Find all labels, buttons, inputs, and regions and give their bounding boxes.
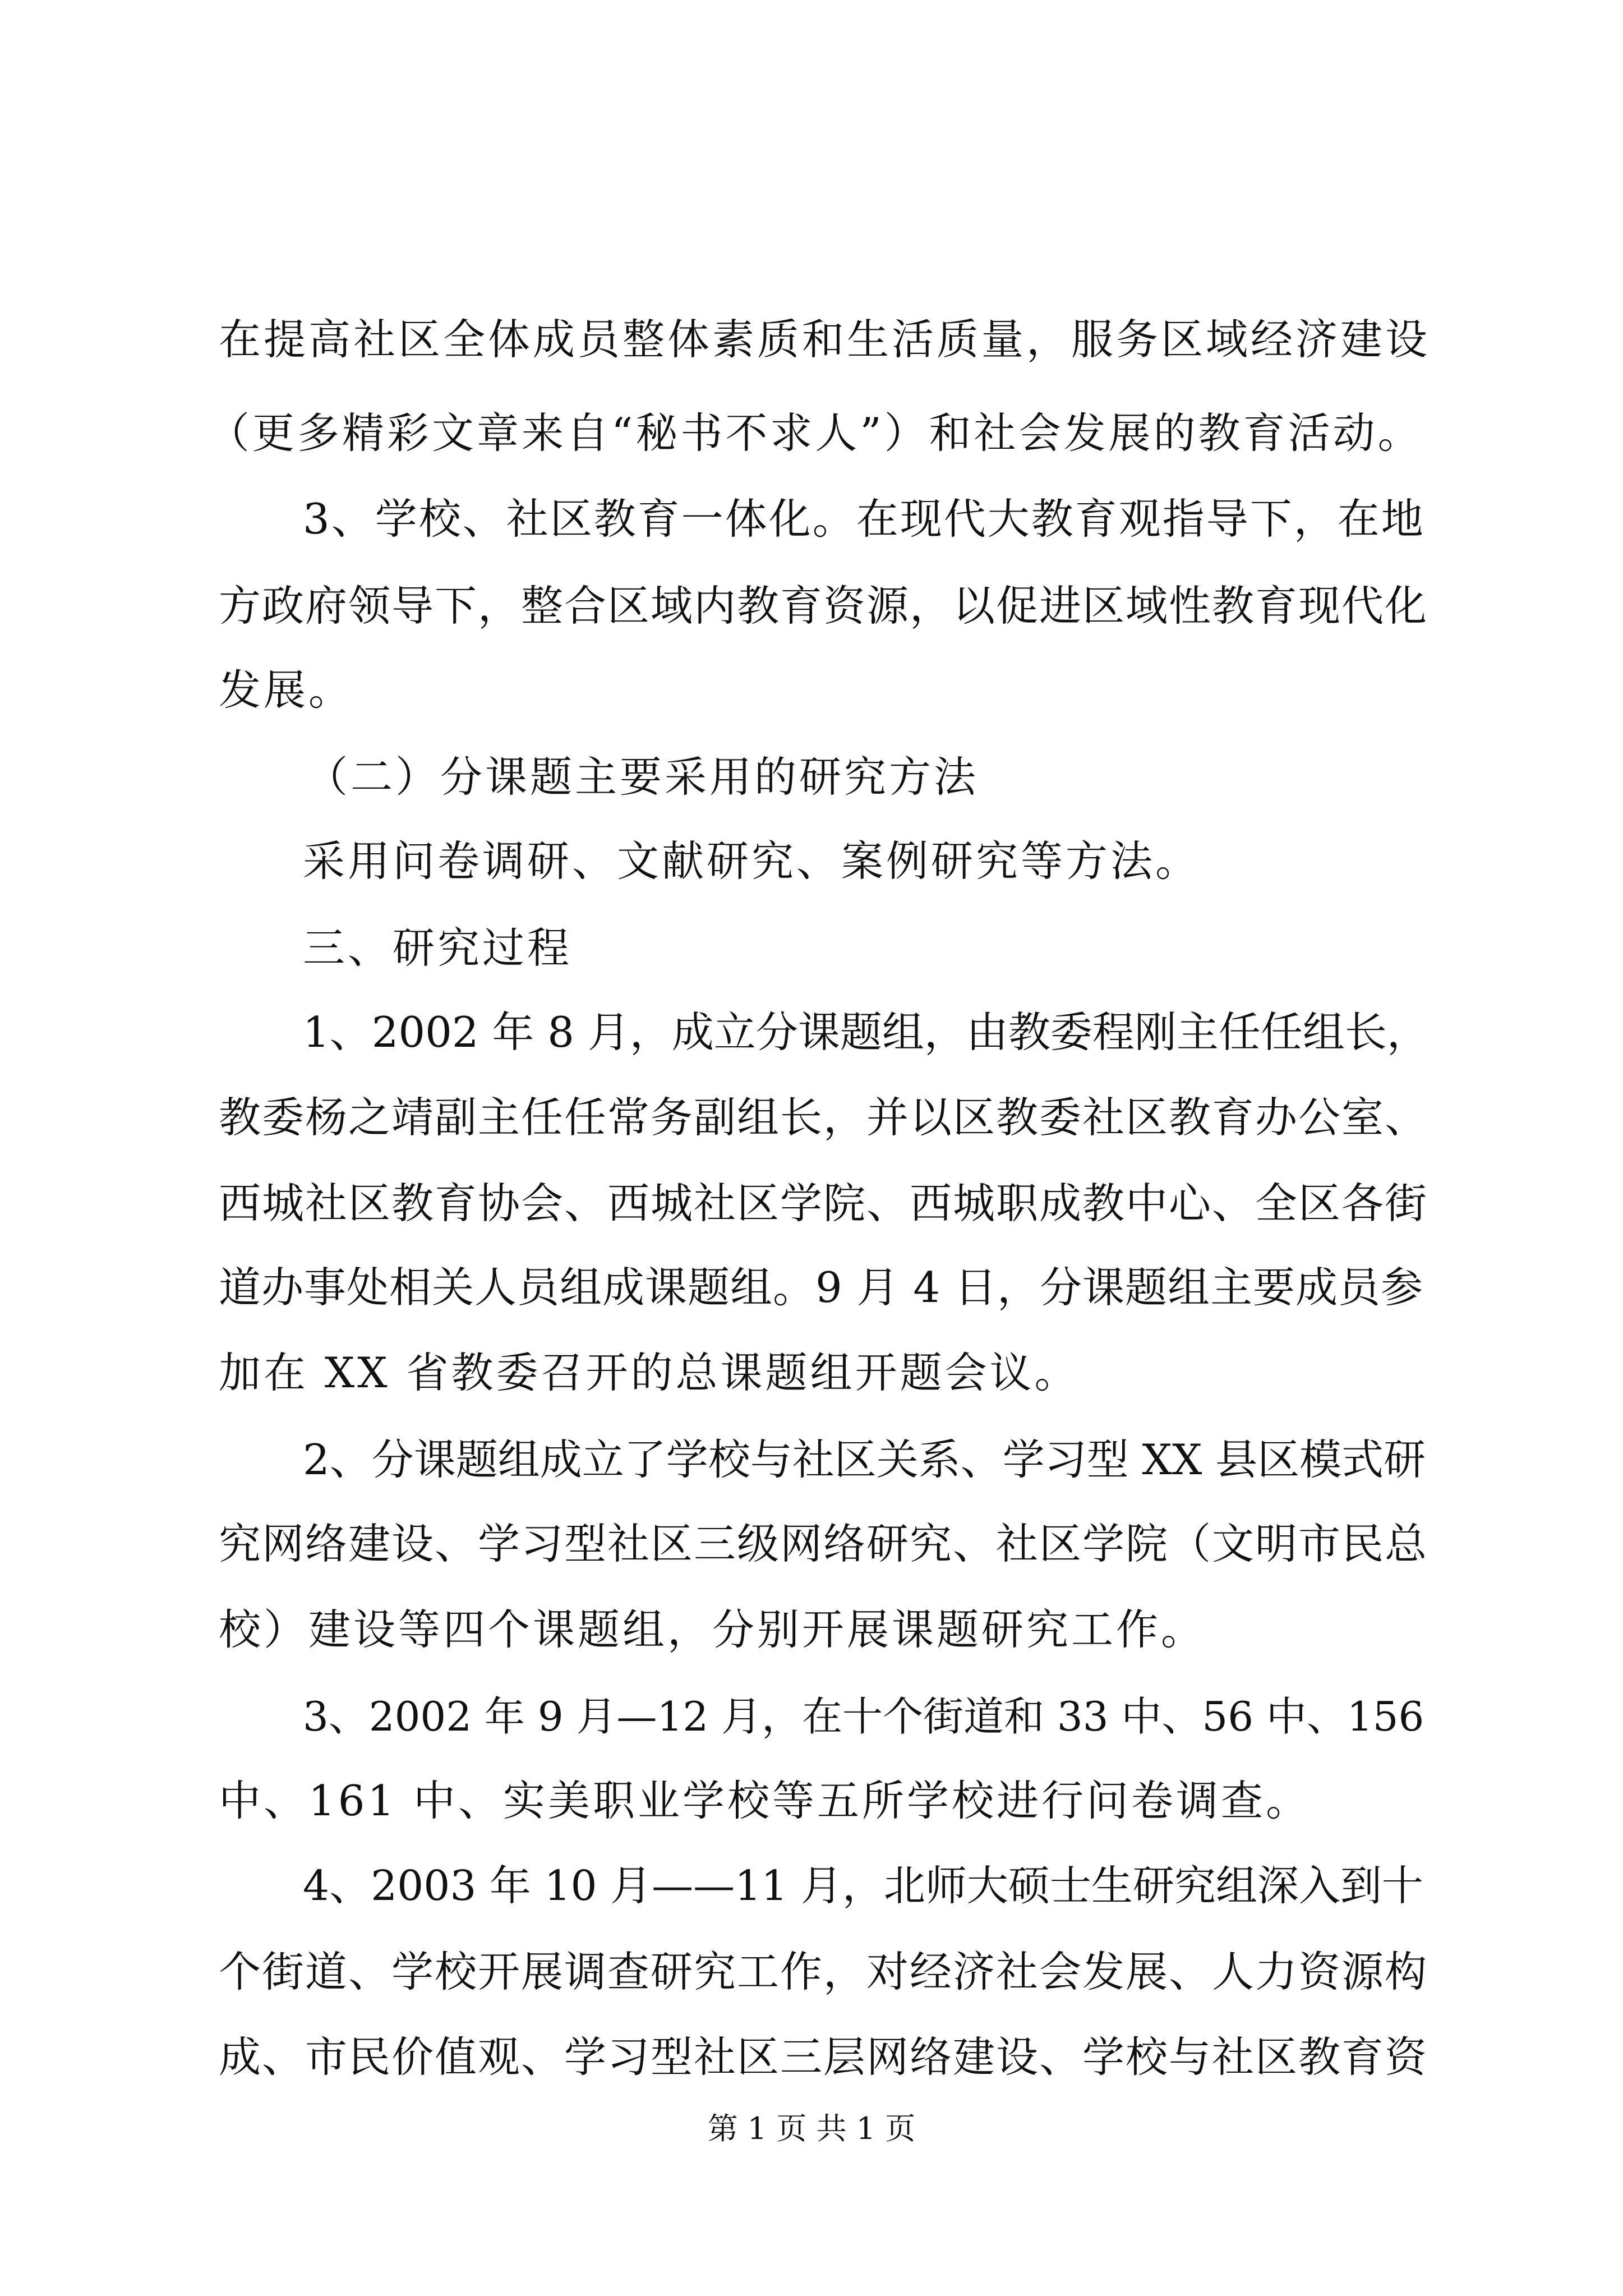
text-line-3: 3、学校、社区教育一体化。在现代大教育观指导下，在地: [303, 494, 1425, 544]
text-line-10: 教委杨之靖副主任任常务副组长，并以区教委社区教育办公室、: [219, 1093, 1428, 1142]
text-line-17: 3、2002 年 9 月—12 月，在十个街道和 33 中、56 中、156: [303, 1693, 1424, 1740]
text-line-18: 中、161 中、实美职业学校等五所学校进行问卷调查。: [219, 1776, 1311, 1825]
text-line-21: 成、市民价值观、学习型社区三层网络建设、学校与社区教育资: [219, 2032, 1428, 2082]
text-line-2: （更多精彩文章来自“秘书不求人”）和社会发展的教育活动。: [208, 408, 1423, 458]
text-line-11: 西城社区教育协会、西城社区学院、西城职成教中心、全区各街: [219, 1179, 1428, 1228]
text-line-5: 发展。: [219, 665, 354, 715]
text-line-4: 方政府领导下，整合区域内教育资源，以促进区域性教育现代化: [219, 581, 1428, 631]
text-line-12: 道办事处相关人员组成课题组。9 月 4 日，分课题组主要成员参: [219, 1263, 1423, 1312]
page-number-footer: 第 1 页 共 1 页: [707, 2111, 916, 2146]
section-heading-methods: （二）分课题主要采用的研究方法: [306, 752, 979, 802]
text-line-13: 加在 XX 省教委召开的总课题组开题会议。: [219, 1348, 1080, 1397]
section-heading-process: 三、研究过程: [303, 923, 573, 973]
text-line-14: 2、分课题组成立了学校与社区关系、学习型 XX 县区模式研: [303, 1435, 1426, 1484]
text-line-7: 采用问卷调研、文献研究、案例研究等方法。: [303, 836, 1201, 886]
text-line-9: 1、2002 年 8 月，成立分课题组，由教委程刚主任任组长，: [303, 1007, 1429, 1057]
text-line-20: 个街道、学校开展调查研究工作，对经济社会发展、人力资源构: [219, 1947, 1428, 1996]
text-line-19: 4、2003 年 10 月——11 月，北师大硕士生研究组深入到十: [303, 1862, 1423, 1910]
text-line-15: 究网络建设、学习型社区三级网络研究、社区学院（文明市民总: [219, 1519, 1428, 1568]
text-line-1: 在提高社区全体成员整体素质和生活质量，服务区域经济建设: [219, 315, 1431, 364]
text-line-16: 校）建设等四个课题组，分别开展课题研究工作。: [219, 1605, 1206, 1654]
